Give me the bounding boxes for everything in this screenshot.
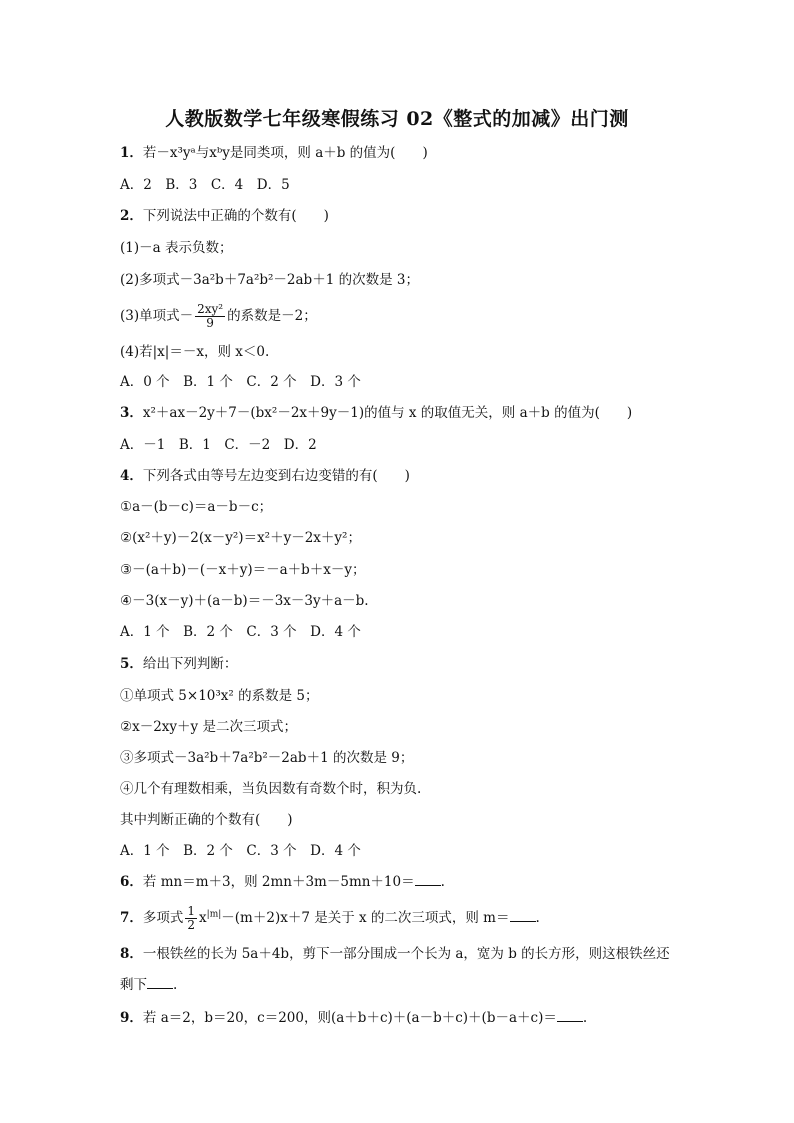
question-text: －(m＋2)x＋7 是关于 x 的二次三项式，则 m＝ — [221, 910, 510, 926]
question-end: . — [582, 1010, 588, 1026]
question-prefix: 多项式 — [142, 910, 184, 926]
question-number: 9． — [120, 1010, 143, 1026]
statement: ④几个有理数相乘，当负因数有奇数个时，积为负. — [120, 781, 422, 797]
question-number: 6． — [120, 874, 143, 890]
question-number: 7． — [120, 910, 143, 926]
question-4 — [120, 466, 410, 486]
statement: (4)若|x|＝－x，则 x＜0. — [120, 344, 270, 360]
question-number: 3． — [120, 405, 143, 421]
question-number: 1． — [120, 145, 143, 161]
question-7 — [120, 900, 540, 936]
statement: 其中判断正确的个数有( ) — [120, 812, 293, 828]
statement: ②x－2xy＋y 是二次三项式； — [120, 719, 297, 735]
question-3 — [120, 403, 632, 423]
question-text: 下列说法中正确的个数有( ) — [142, 208, 329, 224]
question-text: 一根铁丝的长为 5a＋4b，剪下一部分围成一个长为 a，宽为 b 的长方形，则这根铁丝还 — [142, 946, 670, 962]
question-2 — [120, 206, 329, 226]
question-3-options: A．－1 B．1 C．－2 D．2 — [120, 437, 317, 453]
statement: ②(x²＋y)－2(x－y²)＝x²＋y－2x＋y²； — [120, 530, 361, 546]
question-text: 给出下列判断： — [142, 656, 238, 672]
fraction-numerator: 2xy² — [197, 302, 224, 316]
statement: ①单项式 5×10³x² 的系数是 5； — [120, 688, 319, 704]
exponent: |m| — [206, 909, 222, 920]
question-1-options: A．2 B．3 C．4 D．5 — [120, 177, 290, 193]
fraction — [195, 303, 225, 330]
question-text: 剩下 — [120, 977, 147, 993]
question-text: 下列各式由等号左边变到右边变错的有( ) — [142, 468, 410, 484]
question-1 — [120, 143, 428, 163]
answer-blank[interactable] — [415, 873, 441, 886]
statement-prefix: (3)单项式－ — [120, 308, 194, 324]
answer-blank[interactable] — [510, 909, 536, 922]
statement: ④－3(x－y)＋(a－b)＝－3x－3y＋a－b. — [120, 593, 369, 609]
question-end: . — [440, 874, 445, 890]
fraction — [185, 905, 197, 932]
variable: x — [199, 910, 207, 926]
statement: (1)－a 表示负数； — [120, 240, 233, 256]
question-text: 若 a＝2，b＝20，c＝200，则(a＋b＋c)＋(a－b＋c)＋(b－a＋c)＝ — [142, 1010, 557, 1026]
statement: ③多项式－3a²b＋7a²b²－2ab＋1 的次数是 9； — [120, 750, 414, 766]
question-8-continued — [120, 975, 177, 995]
statement-suffix: 的系数是－2； — [227, 308, 317, 324]
question-2-options: A．0 个 B．1 个 C．2 个 D．3 个 — [120, 374, 361, 390]
fraction-numerator: 1 — [187, 904, 196, 918]
question-text: 若－x³yᵃ与xᵇy是同类项，则 a＋b 的值为( ) — [142, 145, 428, 161]
statement: ①a－(b－c)＝a－b－c； — [120, 499, 273, 515]
question-number: 2． — [120, 208, 143, 224]
answer-blank[interactable] — [557, 1009, 583, 1022]
question-8 — [120, 944, 670, 964]
question-number: 5． — [120, 656, 143, 672]
question-5-options: A．1 个 B．2 个 C．3 个 D．4 个 — [120, 843, 361, 859]
fraction-denominator: 9 — [206, 316, 214, 330]
question-9 — [120, 1008, 587, 1028]
statement: ③－(a＋b)－(－x＋y)＝－a＋b＋x－y； — [120, 562, 366, 578]
question-end: . — [535, 910, 540, 926]
question-end: . — [173, 977, 178, 993]
question-number: 4． — [120, 468, 143, 484]
statement-with-fraction — [120, 298, 317, 334]
fraction-denominator: 2 — [187, 918, 196, 932]
question-6 — [120, 872, 445, 892]
question-text: x²＋ax－2y＋7－(bx²－2x＋9y－1)的值与 x 的取值无关，则 a＋b 的值为( ) — [142, 405, 633, 421]
page-title: 人教版数学七年级寒假练习 02《整式的加减》出门测 — [165, 108, 629, 130]
answer-blank[interactable] — [147, 976, 173, 989]
question-4-options: A．1 个 B．2 个 C．3 个 D．4 个 — [120, 624, 361, 640]
question-5 — [120, 654, 237, 674]
statement: (2)多项式－3a²b＋7a²b²－2ab＋1 的次数是 3； — [120, 272, 419, 288]
question-text: 若 mn＝m＋3，则 2mn＋3m－5mn＋10＝ — [142, 874, 415, 890]
question-number: 8． — [120, 946, 143, 962]
